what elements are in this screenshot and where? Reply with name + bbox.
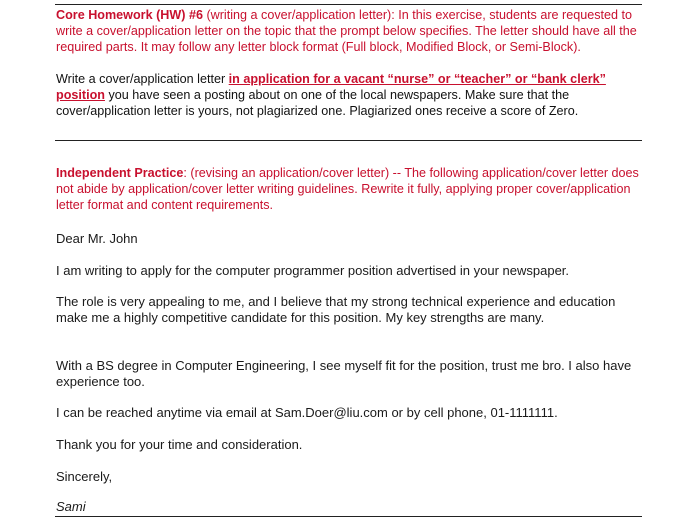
letter-paragraph-5: Thank you for your time and consideration. [56,437,303,452]
letter-closing: Sincerely, [56,469,113,484]
core-homework-prompt [56,71,646,119]
prompt-prefix: Write a cover/application letter [56,72,229,86]
prompt-highlight: in application for a vacant “nurse” or “teacher” or “bank clerk” position [56,72,606,102]
core-homework-title: Core Homework (HW) #6 [56,8,203,22]
core-homework-text [56,8,637,54]
letter-paragraph-2: The role is very appealing to me, and I believe that my strong technical experience and education make me a highly competitive candidate for this position. My key strengths are many. [56,294,616,325]
letter-salutation: Dear Mr. John [56,231,138,246]
independent-practice-title: Independent Practice [56,166,184,180]
independent-practice-description: : (revising an application/cover letter) -- The following application/cover letter does not abide by application/cover letter writing guidelines. Rewrite it fully, applying proper cover/application letter format and content requirements. [56,166,639,212]
bottom-divider [55,516,642,517]
independent-practice-text [56,166,639,212]
core-homework-description: (writing a cover/application letter): In this exercise, students are requested to write a cover/application letter on the topic that the prompt below specifies. The letter should have all the required parts. It may follow any letter block format (Full block, Modified Block, or Semi-Block). [56,8,637,54]
independent-practice-instructions [56,165,646,213]
letter-signature: Sami [56,499,86,514]
top-divider [55,4,642,5]
prompt-suffix: you have seen a posting about on one of the local newspapers. Make sure that the cover/application letter is yours, not plagiarized one. Plagiarized ones receive a score of Zero. [56,88,579,118]
core-homework-instructions [56,7,646,55]
letter-paragraph-1: I am writing to apply for the computer programmer position advertised in your newspaper. [56,263,570,278]
letter-paragraph-4: I can be reached anytime via email at Sam.Doer@liu.com or by cell phone, 01-1111111. [56,405,558,420]
section-divider [55,140,642,141]
letter-paragraph-3: With a BS degree in Computer Engineering, I see myself fit for the position, trust me bro. I also have experience too. [56,358,632,389]
